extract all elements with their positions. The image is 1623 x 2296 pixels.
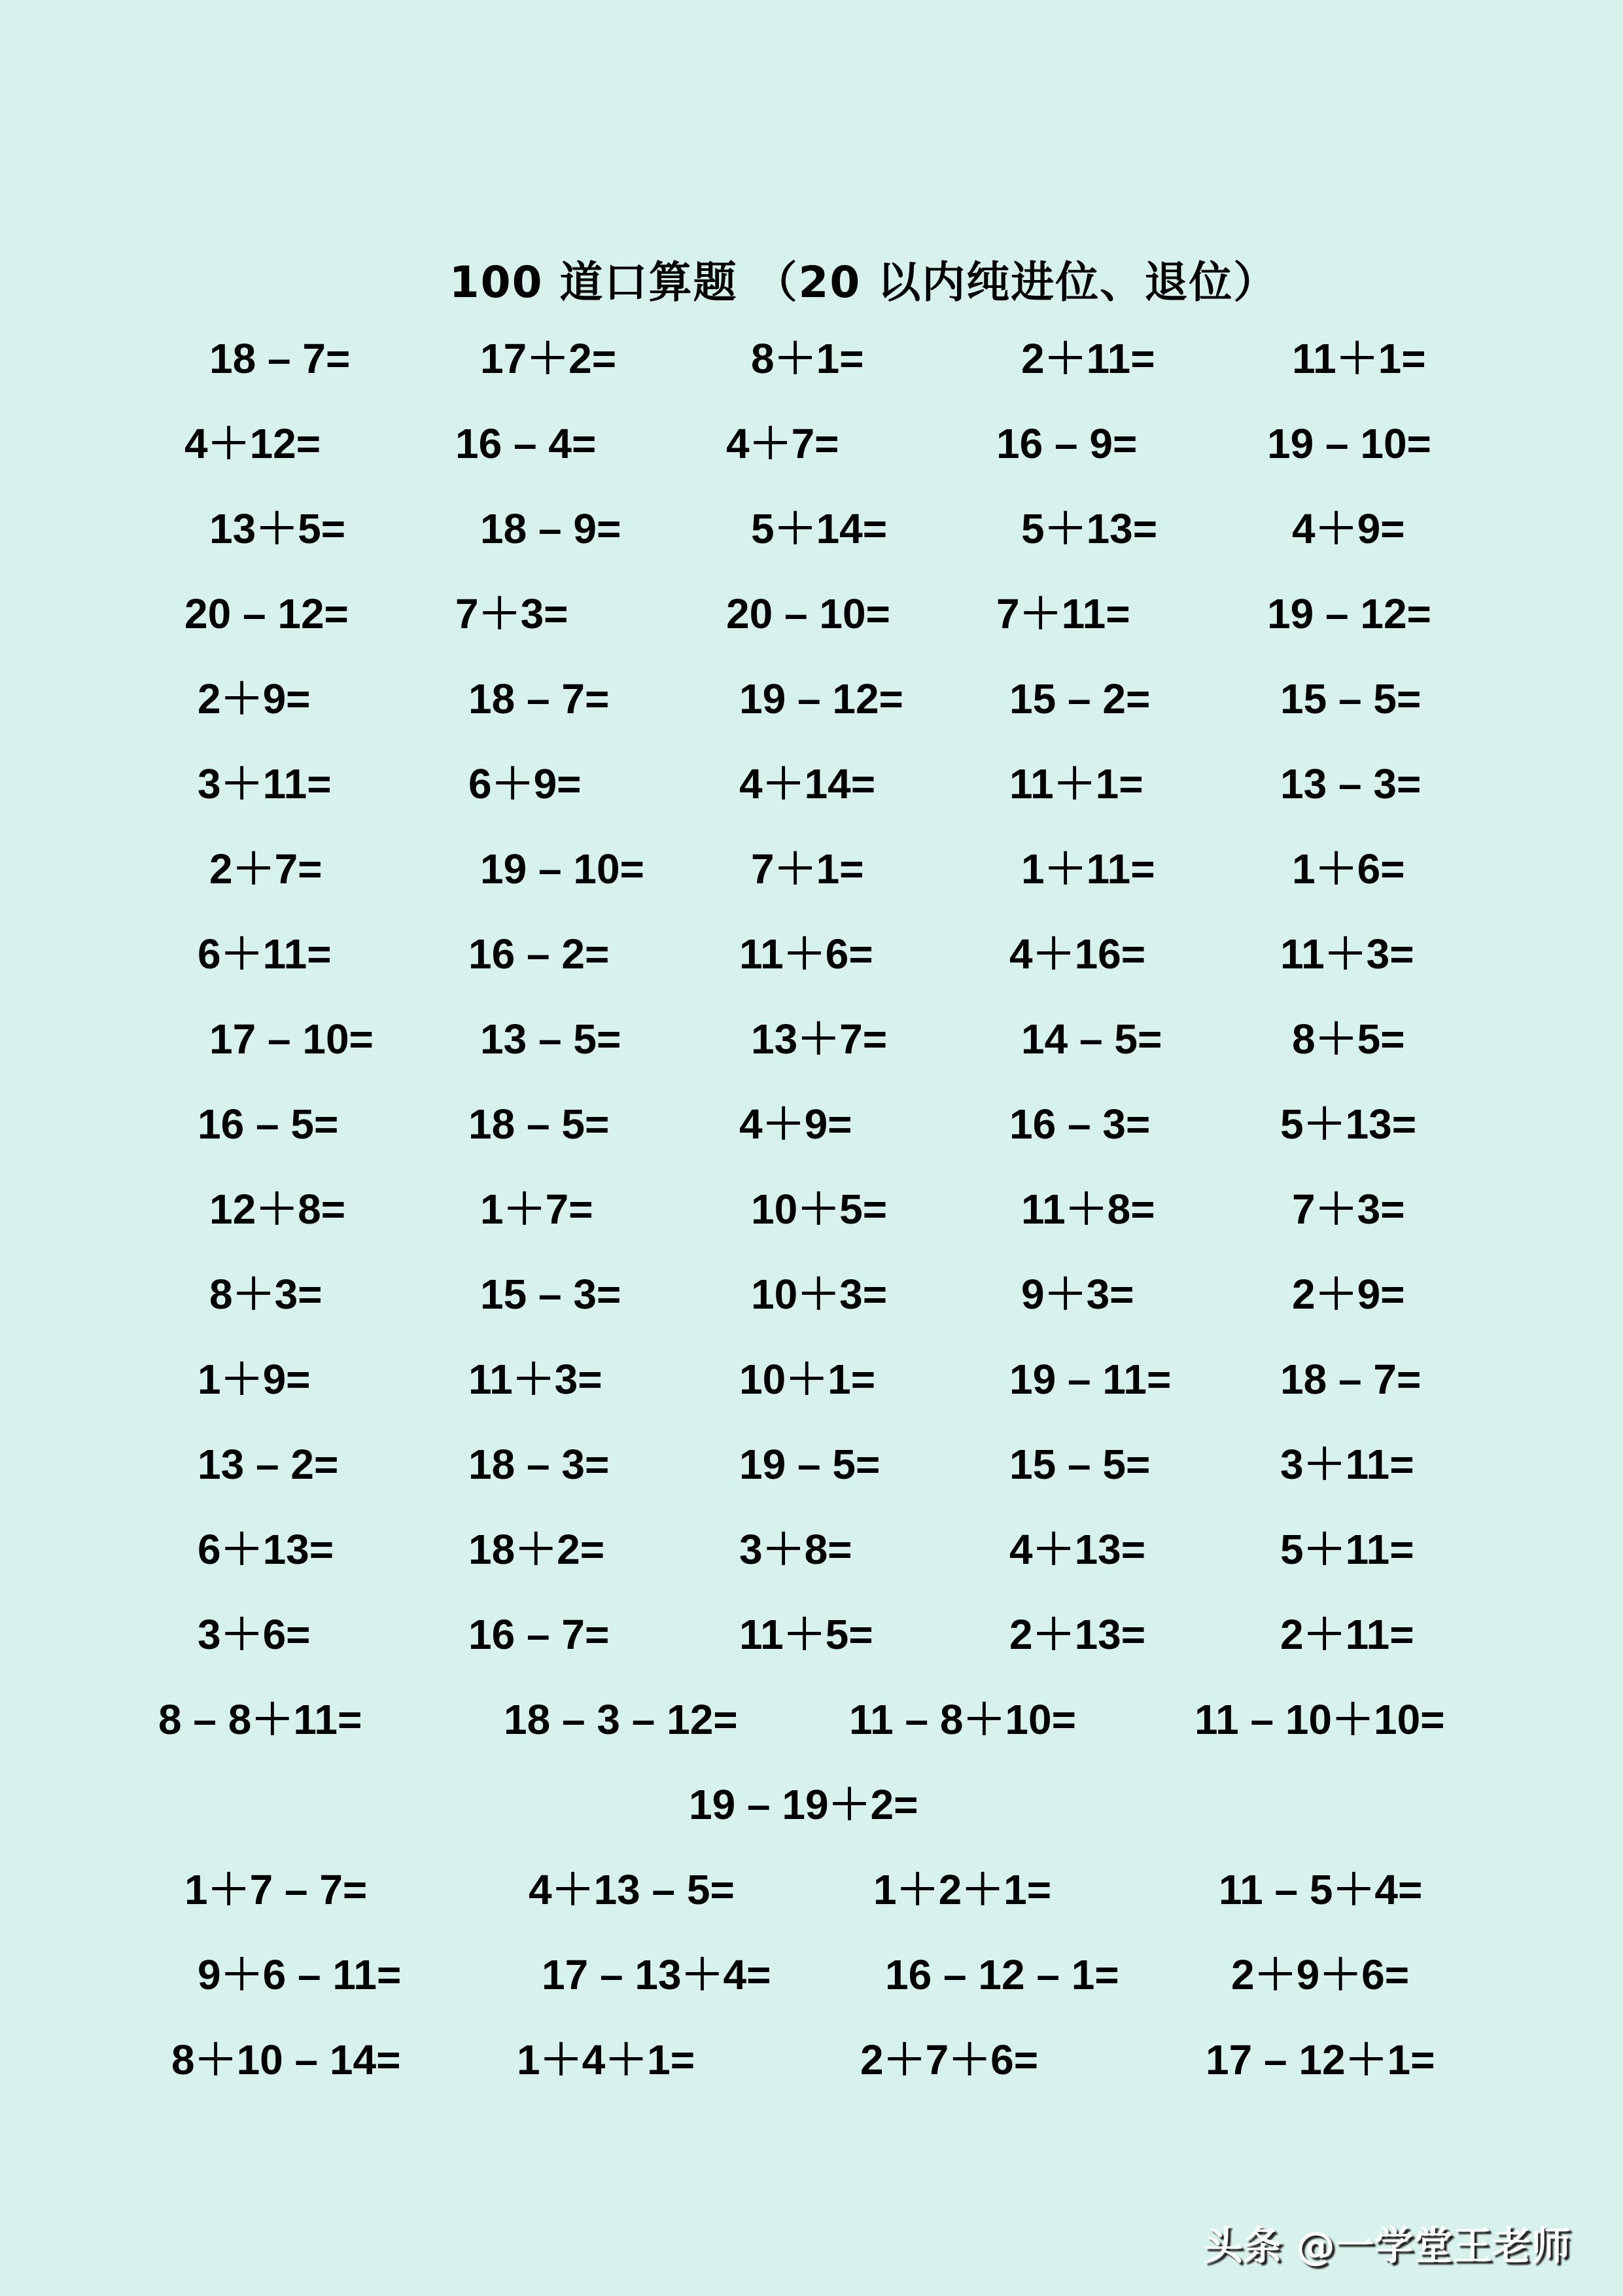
problem-item: 1＋6=: [1292, 845, 1405, 892]
mixed-problem-item: 1＋4＋1=: [517, 2036, 695, 2083]
mixed-problem-row: [0, 1945, 1623, 2004]
problem-item: 15 – 3=: [480, 1271, 621, 1318]
problem-item: 7＋1=: [751, 845, 864, 892]
mixed-problem-item: 1＋7 – 7=: [184, 1866, 368, 1913]
problem-item: 2＋13=: [1009, 1611, 1146, 1658]
problem-item: 17 – 10=: [209, 1016, 374, 1063]
mixed-problem-item: 1＋2＋1=: [873, 1866, 1052, 1913]
problem-item: 16 – 2=: [468, 930, 610, 978]
problem-item: 18 – 9=: [480, 505, 621, 552]
mixed-problem-item: 2＋7＋6=: [860, 2036, 1039, 2083]
problem-row: [0, 414, 1623, 473]
problem-item: 16 – 7=: [468, 1611, 610, 1658]
problem-item: 8＋3=: [209, 1271, 323, 1318]
mixed-problem-row: [0, 2030, 1623, 2089]
problem-item: 7＋3=: [1292, 1186, 1405, 1233]
problem-item: 15 – 5=: [1009, 1441, 1151, 1488]
problem-item: 11＋8=: [1021, 1186, 1155, 1233]
problem-item: 20 – 12=: [184, 590, 349, 637]
problem-item: 3＋11=: [1280, 1441, 1414, 1488]
problem-item: 1＋7=: [480, 1186, 593, 1233]
problem-item: 19 – 12=: [1267, 590, 1431, 637]
problem-item: 13 – 2=: [198, 1441, 339, 1488]
problem-item: 3＋8=: [739, 1526, 852, 1573]
mixed-problem-item: 16 – 12 – 1=: [885, 1951, 1119, 1998]
problem-row: [0, 329, 1623, 388]
problem-item: 6＋9=: [468, 760, 582, 807]
problem-item: 16 – 5=: [198, 1101, 339, 1148]
problem-item: 19 – 10=: [480, 845, 644, 892]
problem-item: 11＋5=: [739, 1611, 873, 1658]
mixed-problem-item: 4＋13 – 5=: [529, 1866, 735, 1913]
problem-item: 10＋3=: [751, 1271, 888, 1318]
problem-row: [0, 1010, 1623, 1069]
mixed-problem-item: 17 – 12＋1=: [1206, 2036, 1435, 2083]
problem-row: [0, 1095, 1623, 1154]
problem-row: [0, 584, 1623, 643]
mixed-problem-item: 8 – 8＋11=: [158, 1696, 362, 1743]
mixed-problem-item: 11 – 8＋10=: [849, 1696, 1076, 1743]
problem-item: 5＋13=: [1280, 1101, 1417, 1148]
problem-row: [0, 754, 1623, 813]
problem-item: 2＋7=: [209, 845, 323, 892]
problem-item: 18 – 3=: [468, 1441, 610, 1488]
problem-item: 16 – 9=: [996, 420, 1138, 467]
mixed-problem-item: 11 – 10＋10=: [1195, 1696, 1445, 1743]
problem-row: [0, 839, 1623, 898]
problem-item: 17＋2=: [480, 335, 617, 382]
problem-item: 7＋11=: [996, 590, 1130, 637]
problem-row: [0, 499, 1623, 558]
problem-item: 19 – 11=: [1009, 1356, 1172, 1403]
problem-item: 2＋9=: [1292, 1271, 1405, 1318]
mixed-problem-item: 11 – 5＋4=: [1219, 1866, 1423, 1913]
problem-item: 10＋5=: [751, 1186, 888, 1233]
mixed-problem-row: [0, 1775, 1623, 1834]
problem-item: 15 – 5=: [1280, 675, 1422, 722]
problem-item: 14 – 5=: [1021, 1016, 1162, 1063]
problem-item: 13 – 5=: [480, 1016, 621, 1063]
problem-item: 4＋14=: [739, 760, 876, 807]
problem-row: [0, 925, 1623, 983]
problem-item: 13 – 3=: [1280, 760, 1422, 807]
problem-item: 2＋9=: [198, 675, 311, 722]
problem-item: 18＋2=: [468, 1526, 605, 1573]
problem-item: 18 – 7=: [1280, 1356, 1422, 1403]
problem-item: 4＋13=: [1009, 1526, 1146, 1573]
problem-item: 7＋3=: [455, 590, 568, 637]
problem-item: 5＋11=: [1280, 1526, 1414, 1573]
watermark: 头条 @一学堂王老师: [1204, 2223, 1571, 2269]
problem-item: 13＋5=: [209, 505, 346, 552]
mixed-problem-item: 19 – 19＋2=: [689, 1781, 918, 1828]
problem-row: [0, 1265, 1623, 1324]
problem-item: 10＋1=: [739, 1356, 876, 1403]
mixed-problem-row: [0, 1860, 1623, 1919]
problem-row: [0, 1435, 1623, 1494]
problem-row: [0, 1180, 1623, 1239]
problem-item: 12＋8=: [209, 1186, 346, 1233]
problem-row: [0, 1605, 1623, 1664]
problem-item: 19 – 12=: [739, 675, 903, 722]
problem-row: [0, 1520, 1623, 1579]
problem-item: 6＋11=: [198, 930, 332, 978]
problem-item: 11＋1=: [1009, 760, 1143, 807]
problem-item: 18 – 5=: [468, 1101, 610, 1148]
problem-item: 4＋12=: [184, 420, 321, 467]
problem-item: 2＋11=: [1021, 335, 1155, 382]
problem-item: 3＋11=: [198, 760, 332, 807]
problem-item: 11＋6=: [739, 930, 873, 978]
problem-item: 8＋5=: [1292, 1016, 1405, 1063]
problem-item: 18 – 7=: [468, 675, 610, 722]
problem-item: 4＋9=: [739, 1101, 852, 1148]
problem-item: 19 – 5=: [739, 1441, 881, 1488]
problem-item: 6＋13=: [198, 1526, 334, 1573]
problem-item: 13＋7=: [751, 1016, 888, 1063]
problem-item: 18 – 7=: [209, 335, 351, 382]
problem-item: 20 – 10=: [726, 590, 890, 637]
mixed-problem-row: [0, 1690, 1623, 1749]
problem-row: [0, 1350, 1623, 1409]
problem-row: [0, 669, 1623, 728]
mixed-problem-item: 8＋10 – 14=: [171, 2036, 401, 2083]
problem-item: 2＋11=: [1280, 1611, 1414, 1658]
mixed-problem-item: 2＋9＋6=: [1231, 1951, 1410, 1998]
problem-item: 11＋1=: [1292, 335, 1426, 382]
problem-item: 8＋1=: [751, 335, 864, 382]
problem-item: 9＋3=: [1021, 1271, 1134, 1318]
problem-item: 19 – 10=: [1267, 420, 1431, 467]
problem-item: 4＋16=: [1009, 930, 1146, 978]
problem-item: 16 – 3=: [1009, 1101, 1151, 1148]
problem-item: 4＋7=: [726, 420, 839, 467]
mixed-problem-item: 18 – 3 – 12=: [504, 1696, 738, 1743]
problem-item: 1＋9=: [198, 1356, 311, 1403]
problem-item: 16 – 4=: [455, 420, 597, 467]
problem-item: 1＋11=: [1021, 845, 1155, 892]
problem-item: 3＋6=: [198, 1611, 311, 1658]
mixed-problem-item: 17 – 13＋4=: [542, 1951, 771, 1998]
mixed-problem-item: 9＋6 – 11=: [198, 1951, 402, 1998]
problem-item: 11＋3=: [1280, 930, 1414, 978]
problem-item: 5＋14=: [751, 505, 888, 552]
problem-item: 11＋3=: [468, 1356, 602, 1403]
problem-item: 5＋13=: [1021, 505, 1158, 552]
problem-item: 15 – 2=: [1009, 675, 1151, 722]
page-title: 100 道口算题 （20 以内纯进位、退位）: [449, 257, 1278, 308]
problem-item: 4＋9=: [1292, 505, 1405, 552]
